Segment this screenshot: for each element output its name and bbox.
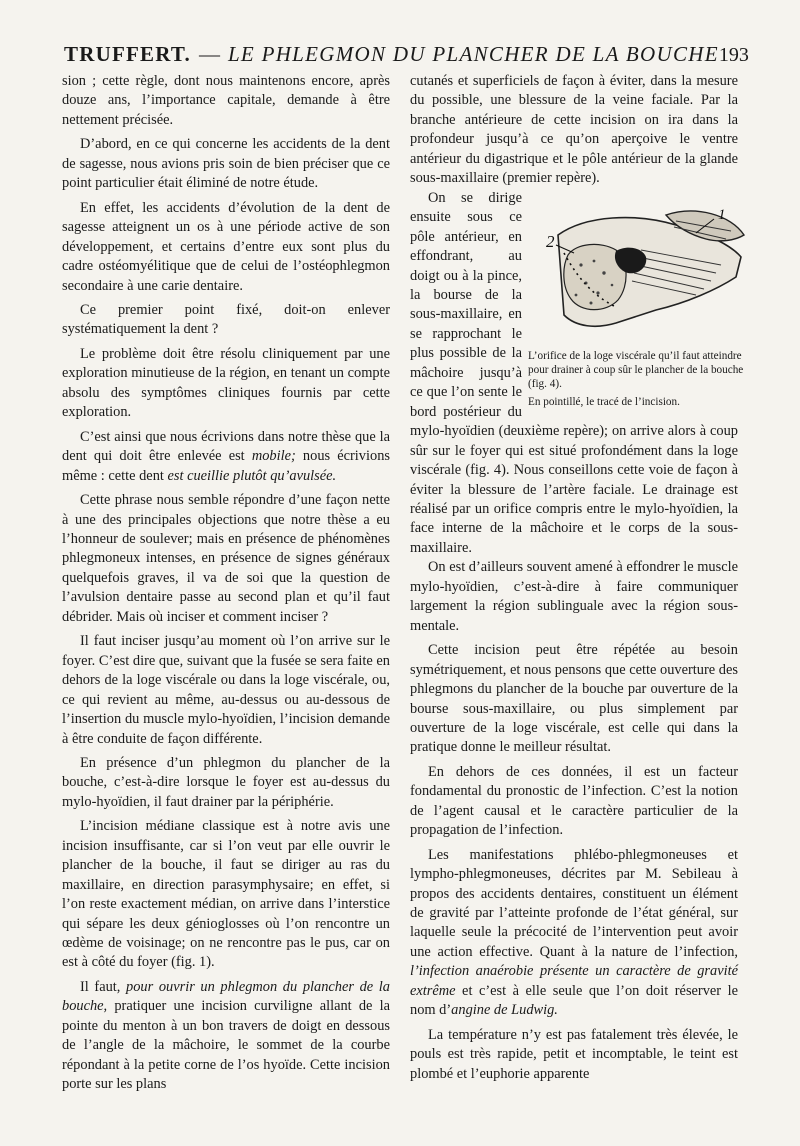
- right-paragraph-post-4: [410, 846, 738, 1021]
- jaw-anatomy-illustration: [546, 195, 746, 345]
- right-paragraph-post-3: [410, 763, 738, 841]
- italic-text: angine de Ludwig.: [451, 1002, 558, 1019]
- left-paragraph-1: [62, 72, 390, 130]
- running-header: [64, 42, 748, 67]
- text-run: cutanés et superficiels de façon à éviter, dans la mesure du possible, une blessure de la veine faciale. Par la branche antérieure de cette incision on ira dans la profondeur jusqu’à ce qu’on aperçoive le ventre antérieur du digastrique et le pôle antérieur de la glande sous-maxillaire (premier repère).: [410, 73, 738, 187]
- text-run: nous écrivions même : cette dent: [62, 448, 390, 484]
- left-paragraph-9: [62, 754, 390, 812]
- text-run: En effet, les accidents d’évolution de la dent de sagesse atteignent un os à une période active de son développement, et certains d’entre eux sont plus du cadre ostéomyélitique que de celui de l’ostéophlegmon secondaire à une carie dentaire.: [62, 199, 390, 294]
- text-run: Les manifestations phlébo-phlegmoneuses et lympho-phlegmoneuses, décrites par M. Sebileau à propos des accidents dentaires, constituent un élément de gravité par l’atteinte profonde de l’état général, sur laquelle seule la précocité de l’intervention peut avoir une action effective. Quant à la nature de l’infection,: [410, 846, 738, 960]
- text-run: Il faut inciser jusqu’au moment où l’on arrive sur le foyer. C’est dire que, suivant que la fusée se sera faite en dehors de la loge viscérale ou dans la loge viscérale, ou, ce qui revient au même, au-dessus ou au-dessous de l’insertion du muscle mylo-hyoïdien, l’incision demande à être conduite de façon différente.: [62, 633, 390, 747]
- left-column: [62, 72, 390, 1095]
- figure-paragraph: [410, 189, 744, 559]
- text-run: On se dirige ensuite sous ce pôle antérieur, en effondrant, au doigt ou à la pince, la bourse de la sous-maxillaire, en se rapprochant le plus possible de la mâchoire jusqu’à ce que l’on sente le bord postérieur du mylo-hyoïdien (deuxième repère); on arrive alors à coup sûr sur le foyer qui est situé profondément dans la loge viscérale (fig. 4). Nous conseillons cette voie de façon à éviter la blessure de l’artère faciale. Le drainage est réalisé par un orifice compris entre le mylo-hyoïdien, la face interne de la mâchoire et le corps de la sous-maxillaire.: [410, 189, 738, 556]
- left-paragraph-2: [62, 135, 390, 193]
- right-paragraph-post-1: [410, 558, 738, 636]
- left-paragraph-10: [62, 817, 390, 973]
- text-run: En dehors de ces données, il est un facteur fondamental du pronostic de l’infection. C’est la notion de l’agent causal et le caractère particulier de la propagation de l’infection.: [410, 763, 738, 839]
- italic-text: est cueillie plutôt qu’avulsée.: [167, 467, 337, 484]
- italic-text: mobile;: [251, 448, 296, 465]
- text-run: Le problème doit être résolu cliniquement par une exploration minutieuse de la région, en tenant un compte absolu des symptômes cliniques fournis par cette exploration.: [62, 345, 390, 421]
- right-paragraph-post-5: [410, 1026, 738, 1084]
- text-run: Cette incision peut être répétée au besoin symétriquement, et nous pensons que cette ouverture des phlegmons du plancher de la bouche par ouverture de la bourse sous-maxillaire, ou plus simplement par ouverture de la loge viscérale, est celle qui dans la pratique donne le meilleur résultat.: [410, 642, 738, 756]
- text-run: C’est ainsi que nous écrivions dans notre thèse que la dent qui doit être enlevée est: [62, 428, 390, 465]
- text-run: Il faut,: [80, 978, 127, 995]
- figure-caption: L’orifice de la loge viscérale qu’il faut atteindre pour drainer à coup sûr le plancher de la bouche (fig. 4).: [528, 349, 744, 390]
- text-run: Ce premier point fixé, doit-on enlever systématiquement la dent ?: [62, 301, 390, 338]
- text-run: La température n’y est pas fatalement très élevée, le pouls est très rapide, petit et incomptable, le teint est plombé et l’euphorie apparente: [410, 1026, 738, 1082]
- right-column: [410, 72, 744, 1084]
- left-paragraph-5: [62, 345, 390, 423]
- left-paragraph-3: [62, 199, 390, 296]
- right-paragraph-pre-1: [410, 72, 738, 189]
- figure-label-1: 1: [718, 206, 726, 223]
- figure-label-2: 2: [546, 231, 555, 251]
- right-paragraph-post-2: [410, 641, 738, 758]
- header-author: TRUFFERT.: [64, 42, 191, 66]
- text-run: Cette phrase nous semble répondre d’une façon nette à une des principales objections que notre thèse a eu l’honneur de soulever; mais en présence de phénomènes phlegmoneux intenses, en présence de signes généraux quelquefois graves, il va de soi que la question de l’avulsion dentaire passe au second plan et qu’il faut débrider. Mais où inciser et comment inciser ?: [62, 492, 390, 625]
- left-paragraph-8: [62, 632, 390, 749]
- text-run: L’incision médiane classique est à notre avis une incision insuffisante, car si l’on veut par elle ouvrir le plancher de la bouche, il faut se diriger au ras du maxillaire, en direction parasymphysaire; en effet, si l’on reste exactement médian, on arrive dans l’interstice qui sépare les deux génioglosses où l’on rencontre un œdème de voisinage; on ne rencontre pas le pus, car on est à côté du foyer (fig. 1).: [62, 818, 390, 971]
- text-run: En présence d’un phlegmon du plancher de la bouche, c’est-à-dire lorsque le foyer est au-dessus du mylo-hyoïdien, il faut drainer par la périphérie.: [62, 754, 390, 810]
- text-run: et c’est à elle seule que l’on doit réserver le nom d’: [410, 982, 738, 1019]
- left-paragraph-4: [62, 301, 390, 340]
- text-run: pratiquer une incision curviligne allant de la pointe du menton à un bon travers de doigt en dessous de l’angle de la mâchoire, le sommet de la courbe répondant à la petite corne de l’os hyoïde. Cette incision porte sur les plans: [62, 998, 390, 1093]
- left-paragraph-6: [62, 428, 390, 486]
- text-run: D’abord, en ce qui concerne les accidents de la dent de sagesse, nous avions pris soin de bien préciser que ce point particulier était éliminé de notre étude.: [62, 136, 390, 192]
- italic-text: pour ouvrir un phlegmon du plancher de la bouche,: [62, 978, 390, 1015]
- text-run: sion ; cette règle, dont nous maintenons encore, après douze ans, l’importance capitale, demande à être nettement précisée.: [62, 73, 390, 128]
- left-paragraph-7: [62, 491, 390, 627]
- figure-note: En pointillé, le tracé de l’incision.: [528, 395, 680, 408]
- page-number: 193: [718, 44, 749, 66]
- left-paragraph-11: [62, 978, 390, 1095]
- header-dash: —: [198, 42, 220, 66]
- italic-text: l’infection anaérobie présente un caractère de gravité extrême: [410, 963, 738, 999]
- header-title: LE PHLEGMON DU PLANCHER DE LA BOUCHE: [227, 42, 719, 66]
- text-run: On est d’ailleurs souvent amené à effondrer le muscle mylo-hyoïdien, c’est-à-dire à faire communiquer largement la région sublinguale avec la région sous-mentale.: [410, 559, 738, 634]
- figure-4: [528, 189, 746, 409]
